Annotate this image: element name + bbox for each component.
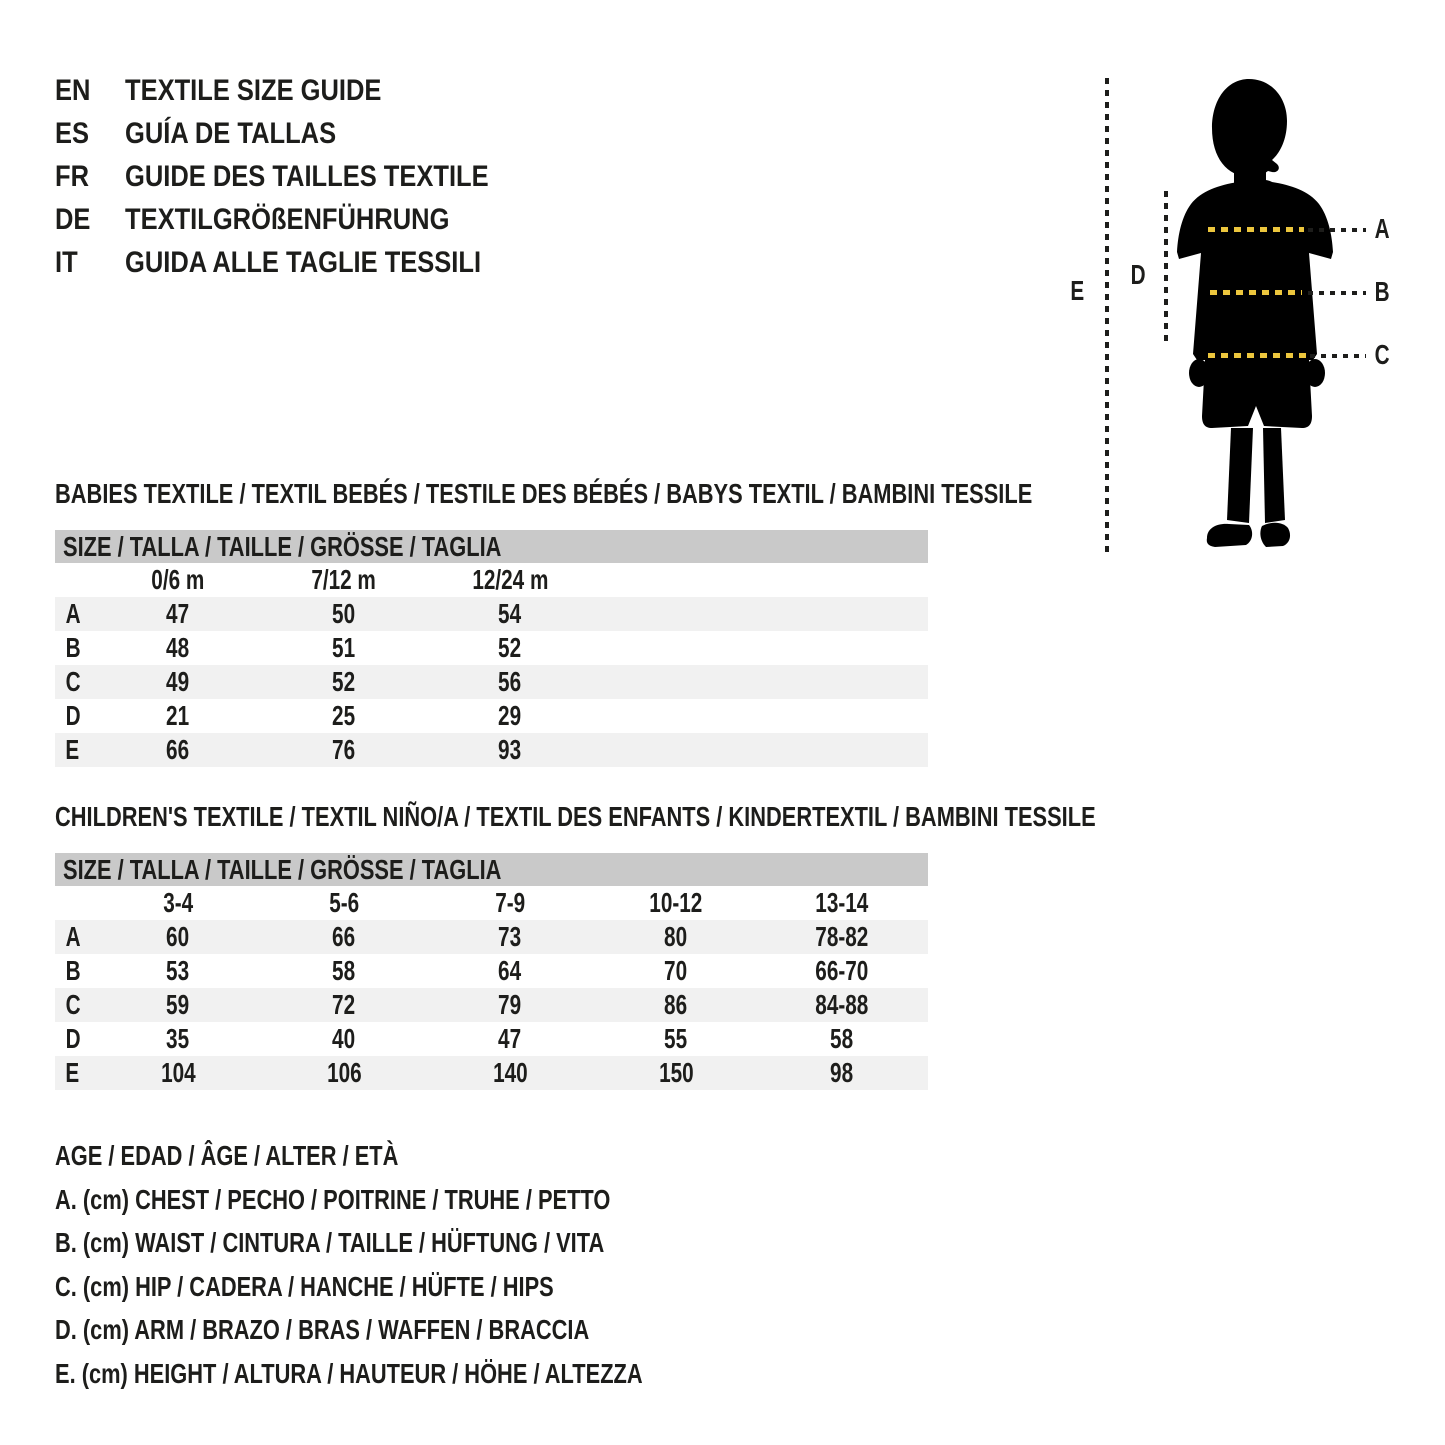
lang-title: TEXTILGRÖßENFÜHRUNG <box>125 203 450 236</box>
waist-b-leader-dots <box>1308 291 1366 295</box>
legend-line-age: AGE / EDAD / ÂGE / ALTER / ETÀ <box>55 1140 399 1171</box>
silhouette-leg-left <box>1227 428 1253 523</box>
figure-label-b: B <box>1374 276 1390 307</box>
row-label: A <box>65 598 81 629</box>
table-cell: 98 <box>830 1057 854 1088</box>
silhouette-shorts <box>1202 360 1312 428</box>
table-row <box>55 699 928 733</box>
column-header: 10-12 <box>649 887 703 918</box>
lang-row-de <box>55 198 553 241</box>
table-cell: 56 <box>498 666 522 697</box>
table-row <box>55 1056 928 1090</box>
lang-code: FR <box>55 160 89 193</box>
table-cell: 40 <box>332 1023 356 1054</box>
table-cell: 79 <box>498 989 522 1020</box>
table-cell: 53 <box>166 955 190 986</box>
lang-code: IT <box>55 246 78 279</box>
table-cell: 47 <box>166 598 190 629</box>
hip-c-leader-dots <box>1310 354 1366 358</box>
silhouette-shoe-left <box>1207 524 1252 547</box>
table-cell: 35 <box>166 1023 190 1054</box>
column-header: 13-14 <box>815 887 869 918</box>
legend-line-hip: C. (cm) HIP / CADERA / HANCHE / HÜFTE / HIPS <box>55 1270 554 1302</box>
lang-code: DE <box>55 203 91 236</box>
table-cell: 80 <box>664 921 688 952</box>
lang-row-en <box>55 69 553 112</box>
language-title-header <box>55 69 553 284</box>
silhouette-shoe-right <box>1260 523 1290 547</box>
table-cell: 47 <box>498 1023 522 1054</box>
column-header: 7-9 <box>495 887 525 918</box>
table-cell: 66 <box>332 921 356 952</box>
table-cell: 78-82 <box>815 921 869 952</box>
table-cell: 51 <box>332 632 356 663</box>
table-cell: 86 <box>664 989 688 1020</box>
row-label: D <box>65 1023 81 1054</box>
babies-column-header-row <box>55 563 928 597</box>
table-cell: 106 <box>326 1057 362 1088</box>
figure-label-d: D <box>1130 259 1146 290</box>
table-cell: 49 <box>166 666 190 697</box>
table-cell: 55 <box>664 1023 688 1054</box>
table-cell: 50 <box>332 598 356 629</box>
chest-a-leader-dots <box>1308 228 1366 232</box>
babies-size-table <box>55 530 928 767</box>
lang-row-es <box>55 112 553 155</box>
table-row <box>55 665 928 699</box>
table-cell: 25 <box>332 700 356 731</box>
row-label: D <box>65 700 81 731</box>
table-cell: 66 <box>166 734 190 765</box>
lang-title: GUIDA ALLE TAGLIE TESSILI <box>125 246 482 279</box>
children-size-header-text: SIZE / TALLA / TAILLE / GRÖSSE / TAGLIA <box>63 853 502 885</box>
table-cell: 29 <box>498 700 522 731</box>
lang-title: GUÍA DE TALLAS <box>125 117 337 150</box>
table-cell: 54 <box>498 598 522 629</box>
table-row <box>55 954 928 988</box>
table-cell: 64 <box>498 955 522 986</box>
table-cell: 52 <box>332 666 356 697</box>
column-header: 0/6 m <box>151 564 205 595</box>
column-header: 12/24 m <box>471 564 549 595</box>
row-label: B <box>65 955 81 986</box>
table-cell: 48 <box>166 632 190 663</box>
table-row <box>55 1022 928 1056</box>
table-cell: 59 <box>166 989 190 1020</box>
children-size-table <box>55 853 928 1090</box>
figure-label-c: C <box>1374 339 1390 370</box>
table-row <box>55 631 928 665</box>
silhouette-head <box>1212 79 1287 177</box>
table-cell: 76 <box>332 734 356 765</box>
table-cell: 60 <box>166 921 190 952</box>
measurement-legend <box>55 1134 808 1395</box>
table-cell: 66-70 <box>815 955 869 986</box>
legend-line-waist: B. (cm) WAIST / CINTURA / TAILLE / HÜFTUNG / VITA <box>55 1227 605 1258</box>
chest-a-dashed-line <box>1208 227 1304 232</box>
children-column-header-row <box>55 886 928 920</box>
figure-label-a: A <box>1374 213 1390 244</box>
lang-title: TEXTILE SIZE GUIDE <box>125 74 382 107</box>
table-cell: 21 <box>166 700 190 731</box>
column-header: 5-6 <box>329 887 359 918</box>
table-row <box>55 597 928 631</box>
table-row <box>55 920 928 954</box>
silhouette-shirt <box>1177 179 1333 360</box>
table-cell: 104 <box>160 1057 196 1088</box>
table-cell: 58 <box>830 1023 854 1054</box>
legend-line-height: E. (cm) HEIGHT / ALTURA / HAUTEUR / HÖHE / ALTEZZA <box>55 1357 643 1389</box>
row-label: A <box>65 921 81 952</box>
table-cell: 52 <box>498 632 522 663</box>
row-label: E <box>65 1057 80 1088</box>
table-cell: 93 <box>498 734 522 765</box>
legend-line-arm: D. (cm) ARM / BRAZO / BRAS / WAFFEN / BRACCIA <box>55 1314 590 1345</box>
table-row <box>55 733 928 767</box>
waist-b-dashed-line <box>1210 290 1302 295</box>
lang-row-it <box>55 241 553 284</box>
column-header: 7/12 m <box>311 564 377 595</box>
babies-size-header-text: SIZE / TALLA / TAILLE / GRÖSSE / TAGLIA <box>63 530 502 562</box>
row-label: C <box>65 989 81 1020</box>
table-cell: 58 <box>332 955 356 986</box>
hip-c-dashed-line <box>1208 353 1306 358</box>
legend-line-chest: A. (cm) CHEST / PECHO / POITRINE / TRUHE / PETTO <box>55 1183 611 1215</box>
row-label: B <box>65 632 81 663</box>
row-label: C <box>65 666 81 697</box>
babies-size-header-bar <box>55 530 928 563</box>
children-size-header-bar <box>55 853 928 886</box>
lang-code: EN <box>55 74 91 107</box>
table-cell: 72 <box>332 989 356 1020</box>
row-label: E <box>65 734 80 765</box>
figure-label-e: E <box>1070 275 1085 306</box>
silhouette-leg-right <box>1263 428 1285 523</box>
table-cell: 84-88 <box>815 989 869 1020</box>
table-cell: 140 <box>492 1057 528 1088</box>
lang-title: GUIDE DES TAILLES TEXTILE <box>125 160 489 193</box>
children-section-title: CHILDREN'S TEXTILE / TEXTIL NIÑO/A / TEXTIL DES ENFANTS / KINDERTEXTIL / BAMBINI TESSILE <box>55 801 1096 832</box>
lang-row-fr <box>55 155 553 198</box>
table-cell: 73 <box>498 921 522 952</box>
column-header: 3-4 <box>163 887 193 918</box>
lang-code: ES <box>55 117 90 150</box>
arm-d-dotted-line <box>1164 191 1168 347</box>
babies-section-title: BABIES TEXTILE / TEXTIL BEBÉS / TESTILE DES BÉBÉS / BABYS TEXTIL / BAMBINI TESSILE <box>55 478 1033 509</box>
table-cell: 150 <box>658 1057 694 1088</box>
table-cell: 70 <box>664 955 688 986</box>
table-row <box>55 988 928 1022</box>
